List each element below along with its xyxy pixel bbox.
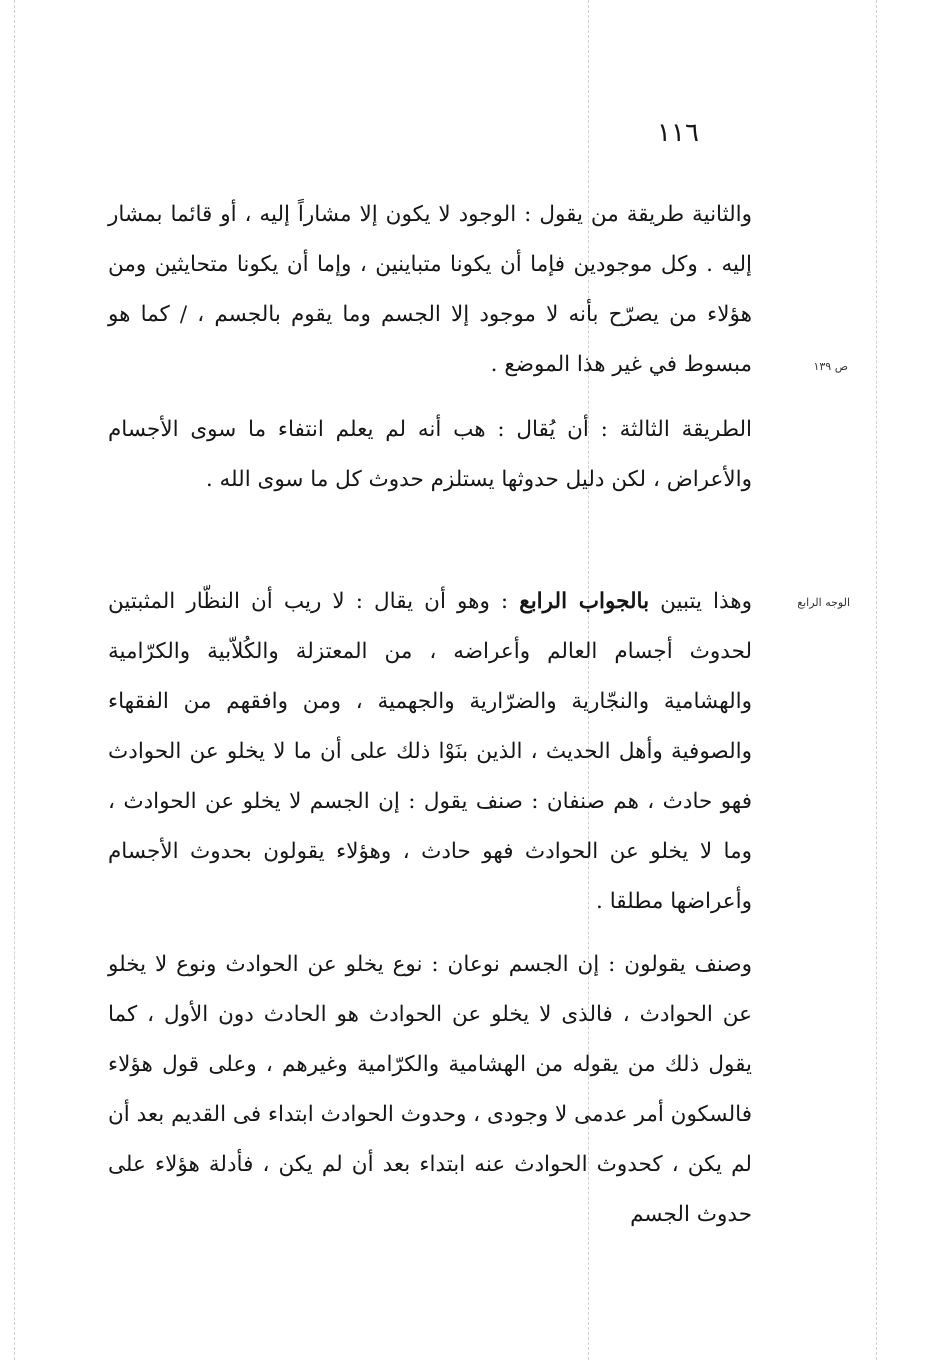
page-number: ١١٦ [657,118,699,148]
fourth-answer-body: : وهو أن يقال : لا ريب أن النظّار المثبتين لحدوث أجسام العالم وأعراضه ، من المعتزلة والكُلاّبية والكرّامية والهشامية والنجّارية والضرّارية والجهمية ، ومن وافقهم من الفقهاء والصوفية وأهل الحديث ، الذين بنَوْا ذلك على أن ما لا يخلو عن الحوادث فهو حادث ، هم صنفان : صنف يقول : إن الجسم لا يخلو عن الحوادث ، وما لا يخلو عن الحوادث فهو حادث ، وهؤلاء يقولون بحدوث الأجسام وأعراضها مطلقا . [108,589,752,914]
paragraph-second-method: والثانية طريقة من يقول : الوجود لا يكون إلا مشاراً إليه ، أو قائما بمشار إليه . وكل موجودين فإما أن يكونا متباينين ، وإما أن يكونا متحايثين ومن هؤلاء من يصرّح بأنه لا موجود إلا الجسم وما يقوم بالجسم ، / كما هو مبسوط في غير هذا الموضع . [108,202,752,377]
margin-section-label: الوجه الرابع [797,596,850,609]
paragraph-third-method: الطريقة الثالثة : أن يُقال : هب أنه لم يعلم انتفاء ما سوى الأجسام والأعراض ، لكن دليل حدوثها يستلزم حدوث كل ما سوى الله . [108,417,752,492]
paragraph-second-group: وصنف يقولون : إن الجسم نوعان : نوع يخلو عن الحوادث ونوع لا يخلو عن الحوادث ، فالذى لا يخلو عن الحوادث هو الحادث دون الأول ، كما يقول ذلك من يقوله من الهشامية والكرّامية وغيرهم ، وعلى قول هؤلاء فالسكون أمر عدمى لا وجودى ، وحدوث الحوادث ابتداء فى القديم بعد أن لم يكن ، كحدوث الحوادث عنه ابتداء بعد أن لم يكن ، فأدلة هؤلاء على حدوث الجسم [108,952,752,1227]
fourth-answer-lead: وهذا يتبين [649,589,753,614]
margin-page-reference: ص ١٣٩ [813,360,848,373]
fourth-answer-heading: بالجواب الرابع [519,589,650,614]
scan-fold-line-right [876,0,877,1360]
paragraph-fourth-answer [108,577,752,927]
scan-fold-line-left [14,0,15,1360]
